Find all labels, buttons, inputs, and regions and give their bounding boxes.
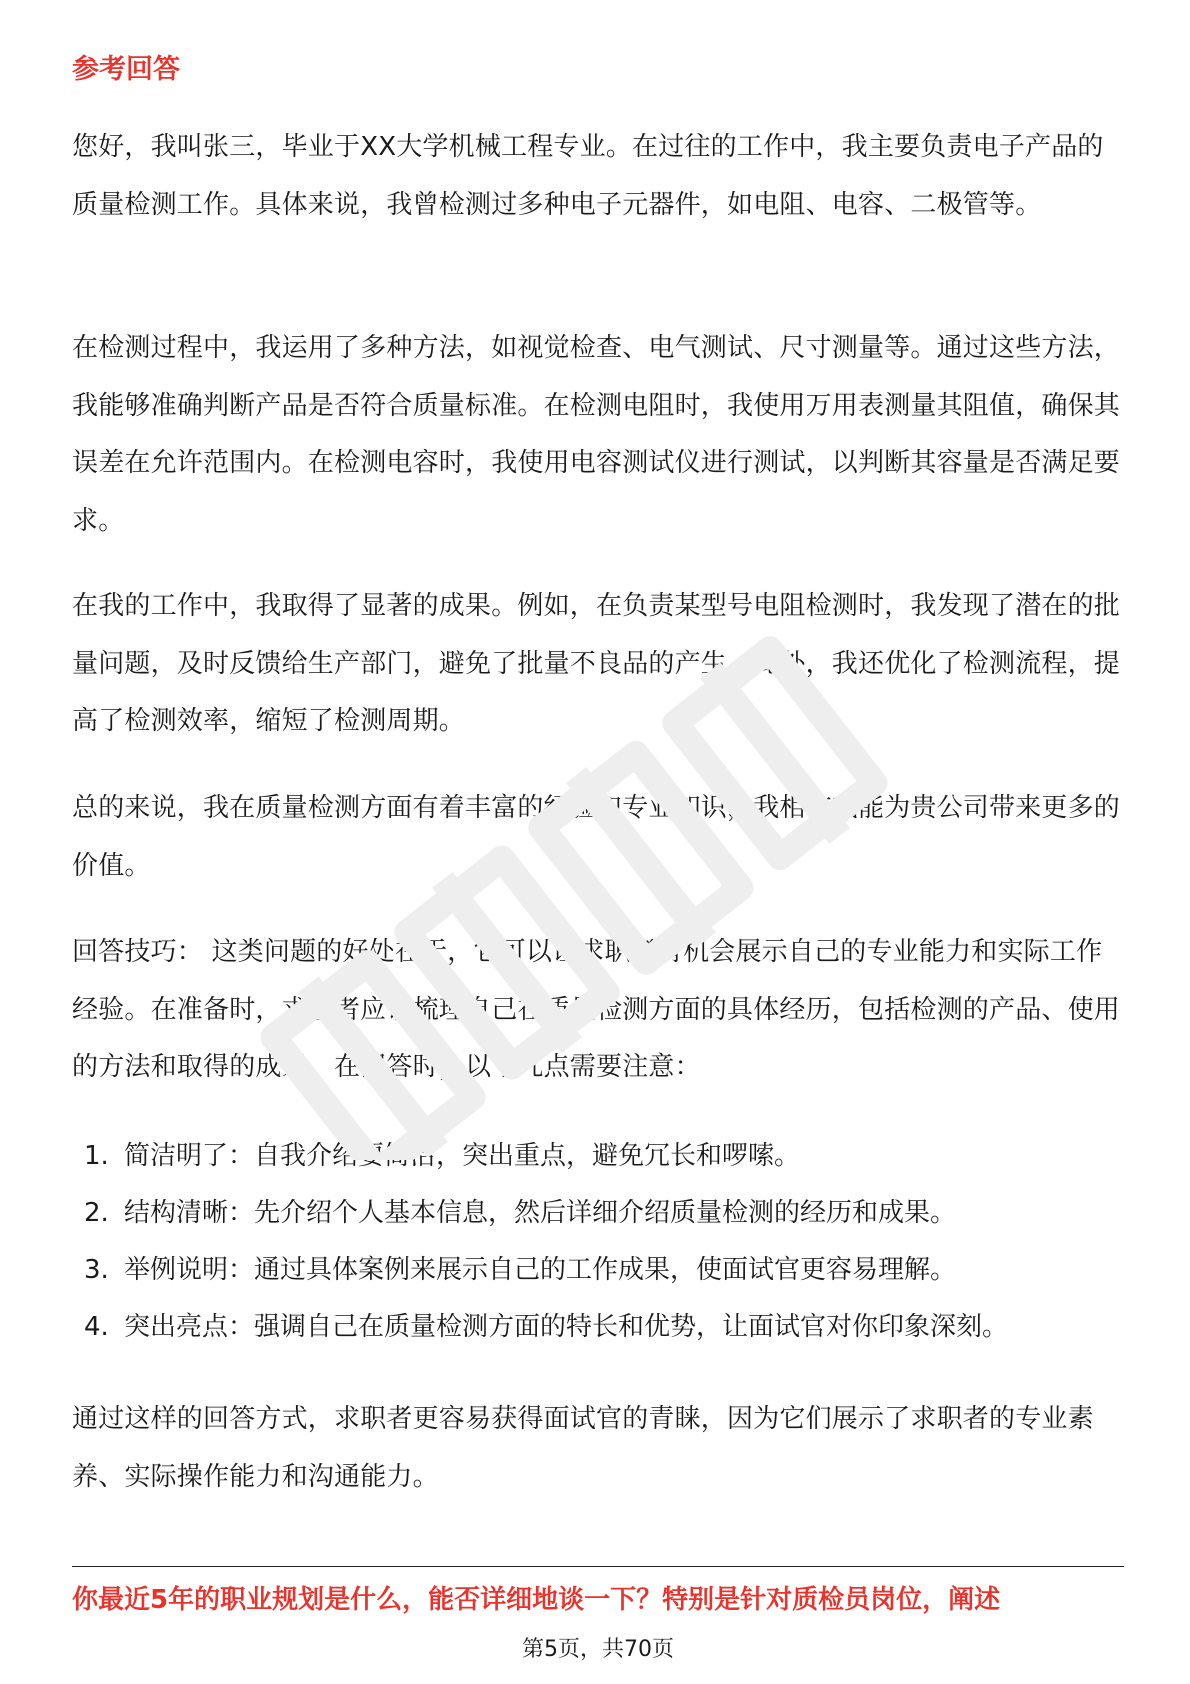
list-item-number: 1.: [84, 1141, 109, 1171]
document-page: [72, 0, 1124, 1684]
paragraph-summary: 总的来说，我在质量检测方面有着丰富的经验和专业知识，我相信我能为贵公司带来更多的价值。: [72, 793, 1121, 881]
list-item-text: 简洁明了：自我介绍要简洁，突出重点，避免冗长和啰嗦。: [124, 1141, 801, 1171]
list-item-number: 3.: [84, 1255, 109, 1285]
tips-list: [72, 1128, 1124, 1356]
paragraph-tips: 回答技巧： 这类问题的好处在于，它可以让求职者有机会展示自己的专业能力和实际工作经验。在准备时，求职者应该梳理自己在质量检测方面的具体经历，包括检测的产品、使用的方法和取得的成果。在回答时，以下几点需要注意：: [72, 937, 1121, 1082]
list-item-text: 结构清晰：先介绍个人基本信息，然后详细介绍质量检测的经历和成果。: [124, 1198, 957, 1228]
paragraph-intro: 您好，我叫张三，毕业于XX大学机械工程专业。在过往的工作中，我主要负责电子产品的质量检测工作。具体来说，我曾检测过多种电子元器件，如电阻、电容、二极管等。: [72, 132, 1104, 220]
list-item: [72, 1185, 1124, 1242]
list-item: [72, 1299, 1124, 1356]
list-item-text: 举例说明：通过具体案例来展示自己的工作成果，使面试官更容易理解。: [124, 1255, 957, 1285]
list-item-number: 4.: [84, 1312, 109, 1342]
paragraph-closing: 通过这样的回答方式，求职者更容易获得面试官的青睐，因为它们展示了求职者的专业素养、实际操作能力和沟通能力。: [72, 1404, 1094, 1492]
paragraph-achievements: 在我的工作中，我取得了显著的成果。例如，在负责某型号电阻检测时，我发现了潜在的批量问题，及时反馈给生产部门，避免了批量不良品的产生。此外，我还优化了检测流程，提高了检测效率，缩短了检测周期。: [72, 591, 1121, 736]
list-item-number: 2.: [84, 1198, 109, 1228]
list-item: [72, 1242, 1124, 1299]
list-item-text: 突出亮点：强调自己在质量检测方面的特长和优势，让面试官对你印象深刻。: [124, 1312, 1009, 1342]
paragraph-methods: 在检测过程中，我运用了多种方法，如视觉检查、电气测试、尺寸测量等。通过这些方法，我能够准确判断产品是否符合质量标准。在检测电阻时，我使用万用表测量其阻值，确保其误差在允许范围内。在检测电容时，我使用电容测试仪进行测试，以判断其容量是否满足要求。: [72, 333, 1121, 536]
divider: [72, 1566, 1124, 1567]
next-question-heading: 你最近5年的职业规划是什么，能否详细地谈一下？特别是针对质检员岗位，阐述: [72, 1585, 1001, 1615]
list-item: [72, 1128, 1124, 1185]
section-title: 参考回答: [72, 54, 180, 85]
page-number: 第5页，共70页: [522, 1637, 674, 1662]
